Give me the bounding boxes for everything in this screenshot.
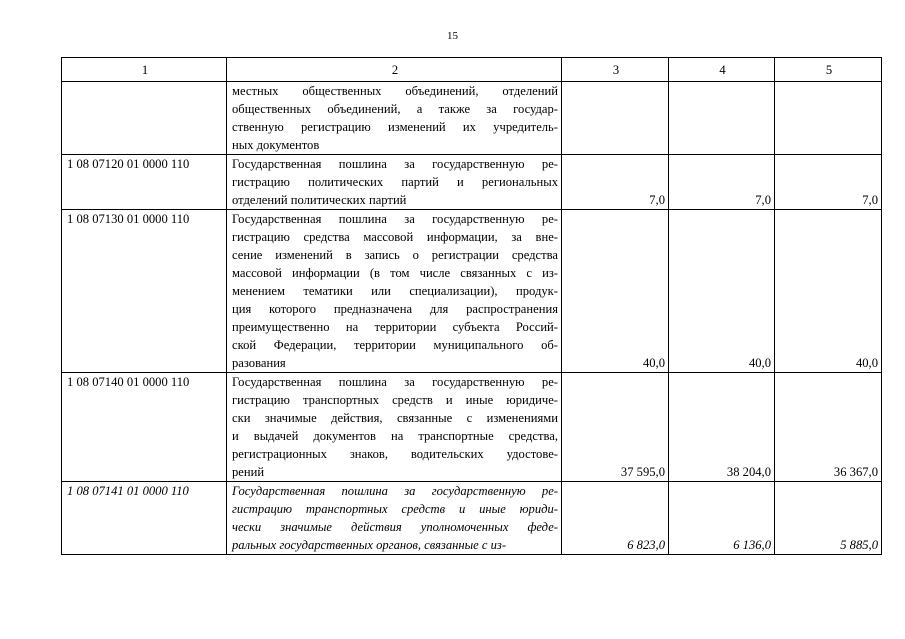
description-line: рений <box>232 465 265 479</box>
amount-cell-col5: 40,0 <box>775 210 882 373</box>
description-line: сение изменений в запись о регистрации средства <box>232 248 558 262</box>
amount-cell-col3: 40,0 <box>562 210 669 373</box>
budget-code-cell: 1 08 07130 01 0000 110 <box>62 210 227 373</box>
description-line: ски значимые действия, связанные с изменениями <box>232 411 558 425</box>
table-row <box>62 373 882 482</box>
amount-cell-col4: 38 204,0 <box>669 373 775 482</box>
budget-code-cell: 1 08 07140 01 0000 110 <box>62 373 227 482</box>
amount-cell-col3: 7,0 <box>562 155 669 210</box>
description-line: и выдачей документов на транспортные средства, <box>232 429 558 443</box>
description-line: ных документов <box>232 138 320 152</box>
budget-code-cell: 1 08 07141 01 0000 110 <box>62 482 227 555</box>
description-cell <box>227 82 562 155</box>
amount-cell-col4: 6 136,0 <box>669 482 775 555</box>
description-line: отделений политических партий <box>232 193 407 207</box>
table-row <box>62 82 882 155</box>
description-line: разования <box>232 356 286 370</box>
description-line: гистрацию транспортных средств и иные юридиче- <box>232 393 558 407</box>
description-line: менением тематики или специализации), продук- <box>232 284 558 298</box>
description-cell <box>227 373 562 482</box>
description-line: гистрацию транспортных средств и иные юриди- <box>232 502 558 516</box>
table-row <box>62 155 882 210</box>
description-line: местных общественных объединений, отделений <box>232 84 558 98</box>
budget-code-cell: 1 08 07120 01 0000 110 <box>62 155 227 210</box>
amount-cell-col5 <box>775 82 882 155</box>
table-row <box>62 210 882 373</box>
amount-cell-col5: 36 367,0 <box>775 373 882 482</box>
column-header-4: 4 <box>669 58 775 82</box>
description-line: гистрацию политических партий и региональных <box>232 175 558 189</box>
table-header-row <box>62 58 882 82</box>
amount-cell-col5: 5 885,0 <box>775 482 882 555</box>
description-line: ция которого предназначена для распространения <box>232 302 558 316</box>
amount-cell-col5: 7,0 <box>775 155 882 210</box>
description-line: Государственная пошлина за государственную ре- <box>232 375 558 389</box>
description-line: ственную регистрацию изменений их учредитель- <box>232 120 558 134</box>
amount-cell-col4: 7,0 <box>669 155 775 210</box>
budget-code-cell <box>62 82 227 155</box>
amount-cell-col3: 6 823,0 <box>562 482 669 555</box>
amount-cell-col3: 37 595,0 <box>562 373 669 482</box>
description-line: массовой информации (в том числе связанных с из- <box>232 266 558 280</box>
description-line: Государственная пошлина за государственную ре- <box>232 212 558 226</box>
description-line: Государственная пошлина за государственную ре- <box>232 484 558 498</box>
amount-cell-col4: 40,0 <box>669 210 775 373</box>
description-cell <box>227 210 562 373</box>
description-cell <box>227 482 562 555</box>
page-number: 15 <box>447 30 458 42</box>
column-header-5: 5 <box>775 58 882 82</box>
description-line: гистрацию средства массовой информации, за вне- <box>232 230 558 244</box>
description-line: общественных объединений, а также за государ- <box>232 102 558 116</box>
column-header-2: 2 <box>227 58 562 82</box>
description-line: регистрационных знаков, водительских удостове- <box>232 447 558 461</box>
description-line: ской Федерации, территории муниципального об- <box>232 338 558 352</box>
description-cell <box>227 155 562 210</box>
column-header-3: 3 <box>562 58 669 82</box>
budget-table <box>61 57 882 555</box>
description-line: Государственная пошлина за государственную ре- <box>232 157 558 171</box>
description-line: чески значимые действия уполномоченных феде- <box>232 520 558 534</box>
description-line: ральных государственных органов, связанные с из- <box>232 538 507 552</box>
amount-cell-col4 <box>669 82 775 155</box>
column-header-1: 1 <box>62 58 227 82</box>
description-line: преимущественно на территории субъекта Россий- <box>232 320 558 334</box>
table-row <box>62 482 882 555</box>
amount-cell-col3 <box>562 82 669 155</box>
